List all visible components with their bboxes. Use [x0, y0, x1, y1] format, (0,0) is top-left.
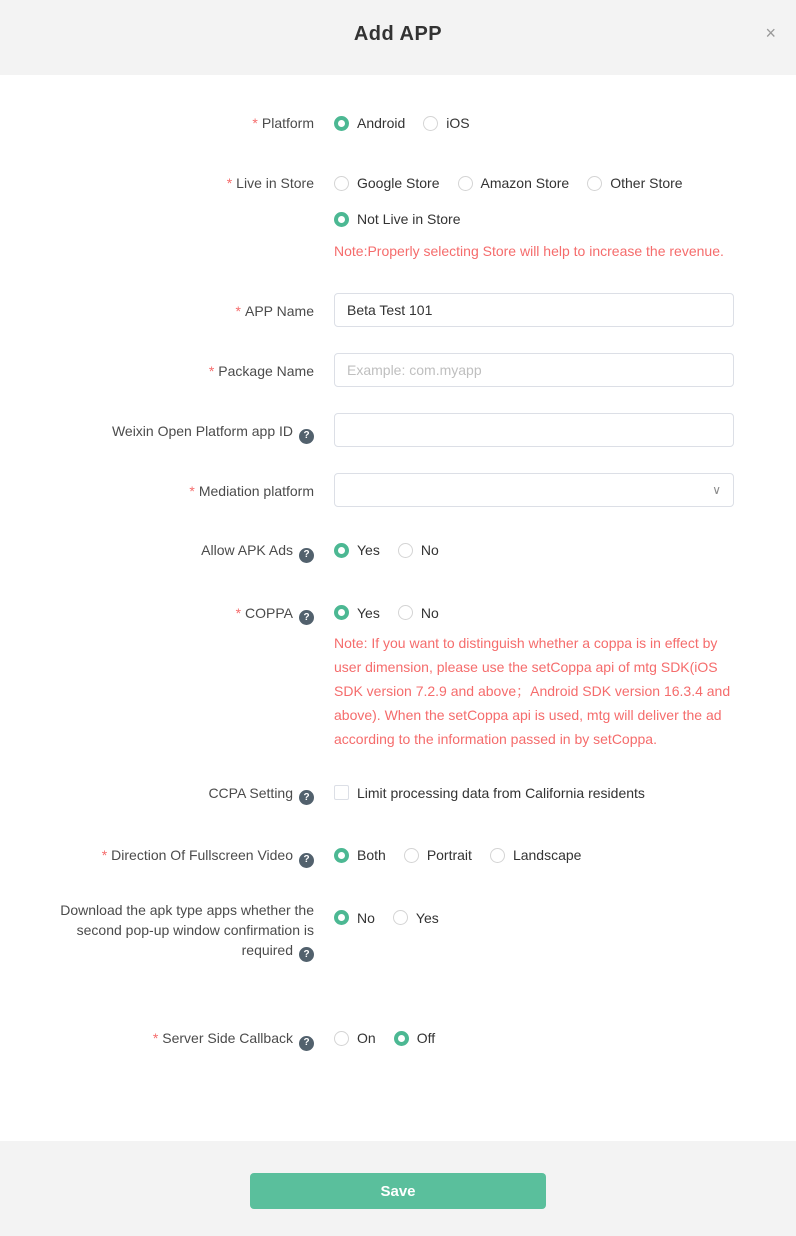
- required-marker: *: [252, 115, 258, 131]
- app-name-label: * APP Name: [235, 303, 314, 319]
- help-icon[interactable]: ?: [299, 610, 314, 625]
- page-title: Add APP: [353, 23, 443, 45]
- store-note: Note:Properly selecting Store will help to increase the revenue.: [334, 243, 724, 259]
- dialog-body: [0, 75, 796, 1141]
- radio-apk-ads-yes[interactable]: Yes: [334, 540, 380, 560]
- weixin-app-id-input[interactable]: [334, 413, 734, 447]
- radio-apk-ads-no[interactable]: No: [398, 540, 439, 560]
- row-mediation-platform: [40, 473, 734, 507]
- radio-direction-portrait[interactable]: Portrait: [404, 845, 472, 865]
- radio-google-store[interactable]: Google Store: [334, 173, 440, 193]
- radio-selected-icon: [334, 116, 349, 131]
- radio-coppa-yes[interactable]: Yes: [334, 603, 380, 623]
- row-ccpa-setting: [40, 783, 734, 806]
- dialog-footer: [0, 1141, 796, 1236]
- chevron-down-icon: ∨: [712, 483, 721, 497]
- radio-unselected-icon: [404, 848, 419, 863]
- help-icon[interactable]: ?: [299, 429, 314, 444]
- radio-direction-both[interactable]: Both: [334, 845, 386, 865]
- radio-selected-icon: [334, 848, 349, 863]
- platform-options: [334, 113, 734, 133]
- required-marker: *: [189, 483, 195, 499]
- coppa-label: * COPPA ?: [40, 603, 314, 626]
- required-marker: *: [208, 363, 215, 379]
- ccpa-checkbox[interactable]: Limit processing data from California residents: [334, 783, 645, 803]
- live-in-store-options: [334, 173, 734, 263]
- save-button[interactable]: Save: [250, 1173, 546, 1209]
- radio-other-store[interactable]: Other Store: [587, 173, 682, 193]
- radio-selected-icon: [394, 1031, 409, 1046]
- coppa-options: [334, 603, 734, 751]
- app-name-input[interactable]: [334, 293, 734, 327]
- row-server-callback: [40, 1028, 734, 1051]
- radio-selected-icon: [334, 605, 349, 620]
- package-name-label: * Package Name: [208, 363, 314, 379]
- server-callback-options: [334, 1028, 734, 1048]
- help-icon[interactable]: ?: [299, 853, 314, 868]
- ccpa-setting-label: CCPA Setting ?: [40, 783, 314, 806]
- radio-direction-landscape[interactable]: Landscape: [490, 845, 582, 865]
- download-confirm-options: [334, 900, 734, 928]
- help-icon[interactable]: ?: [299, 790, 314, 805]
- radio-android[interactable]: Android: [334, 113, 405, 133]
- radio-unselected-icon: [398, 543, 413, 558]
- row-allow-apk-ads: [40, 540, 734, 563]
- radio-unselected-icon: [423, 116, 438, 131]
- close-icon[interactable]: ×: [765, 23, 776, 43]
- radio-unselected-icon: [490, 848, 505, 863]
- radio-callback-off[interactable]: Off: [394, 1028, 435, 1048]
- allow-apk-ads-options: [334, 540, 734, 560]
- required-marker: *: [235, 303, 241, 319]
- help-icon[interactable]: ?: [299, 548, 314, 563]
- required-marker: *: [101, 847, 108, 863]
- required-marker: *: [152, 1030, 159, 1046]
- row-app-name: [40, 293, 734, 327]
- server-callback-label: * Server Side Callback ?: [40, 1028, 314, 1051]
- weixin-app-id-label: Weixin Open Platform app ID ?: [40, 413, 314, 444]
- row-coppa: [40, 603, 734, 751]
- dialog-header: [0, 0, 796, 75]
- radio-unselected-icon: [587, 176, 602, 191]
- help-icon[interactable]: ?: [299, 1036, 314, 1051]
- required-marker: *: [235, 604, 242, 621]
- radio-unselected-icon: [458, 176, 473, 191]
- radio-selected-icon: [334, 212, 349, 227]
- row-download-confirm: [40, 900, 734, 963]
- download-confirm-label: Download the apk type apps whether the second pop-up window confirmation is required ?: [40, 900, 314, 963]
- live-in-store-label: * Live in Store: [226, 175, 314, 191]
- radio-not-live-in-store[interactable]: Not Live in Store: [334, 209, 461, 229]
- direction-fullscreen-label: * Direction Of Fullscreen Video ?: [40, 845, 314, 868]
- radio-download-no[interactable]: No: [334, 908, 375, 928]
- row-direction-fullscreen: [40, 845, 734, 868]
- radio-ios[interactable]: iOS: [423, 113, 469, 133]
- package-name-input[interactable]: [334, 353, 734, 387]
- checkbox-icon: [334, 785, 349, 800]
- row-weixin-app-id: [40, 413, 734, 447]
- direction-options: [334, 845, 734, 865]
- radio-unselected-icon: [334, 1031, 349, 1046]
- radio-selected-icon: [334, 543, 349, 558]
- mediation-platform-select[interactable]: [334, 473, 734, 507]
- help-icon[interactable]: ?: [299, 947, 314, 962]
- row-package-name: [40, 353, 734, 387]
- radio-download-yes[interactable]: Yes: [393, 908, 439, 928]
- platform-label: * Platform: [252, 115, 314, 131]
- radio-callback-on[interactable]: On: [334, 1028, 376, 1048]
- radio-amazon-store[interactable]: Amazon Store: [458, 173, 570, 193]
- allow-apk-ads-label: Allow APK Ads ?: [40, 540, 314, 563]
- coppa-note: Note: If you want to distinguish whether a coppa is in effect by user dimension, please use the setCoppa api of mtg SDK(iOS SDK version 7.2.9 and above；Android SDK version 16.3.4 and above). When the setCoppa api is used, mtg will deliver the ad according to the information passed in by setCoppa.: [334, 634, 731, 747]
- row-platform: [40, 113, 734, 133]
- row-live-in-store: [40, 173, 734, 263]
- mediation-platform-label: * Mediation platform: [189, 483, 314, 499]
- radio-unselected-icon: [393, 910, 408, 925]
- required-marker: *: [226, 175, 233, 191]
- radio-unselected-icon: [334, 176, 349, 191]
- radio-unselected-icon: [398, 605, 413, 620]
- radio-selected-icon: [334, 910, 349, 925]
- radio-coppa-no[interactable]: No: [398, 603, 439, 623]
